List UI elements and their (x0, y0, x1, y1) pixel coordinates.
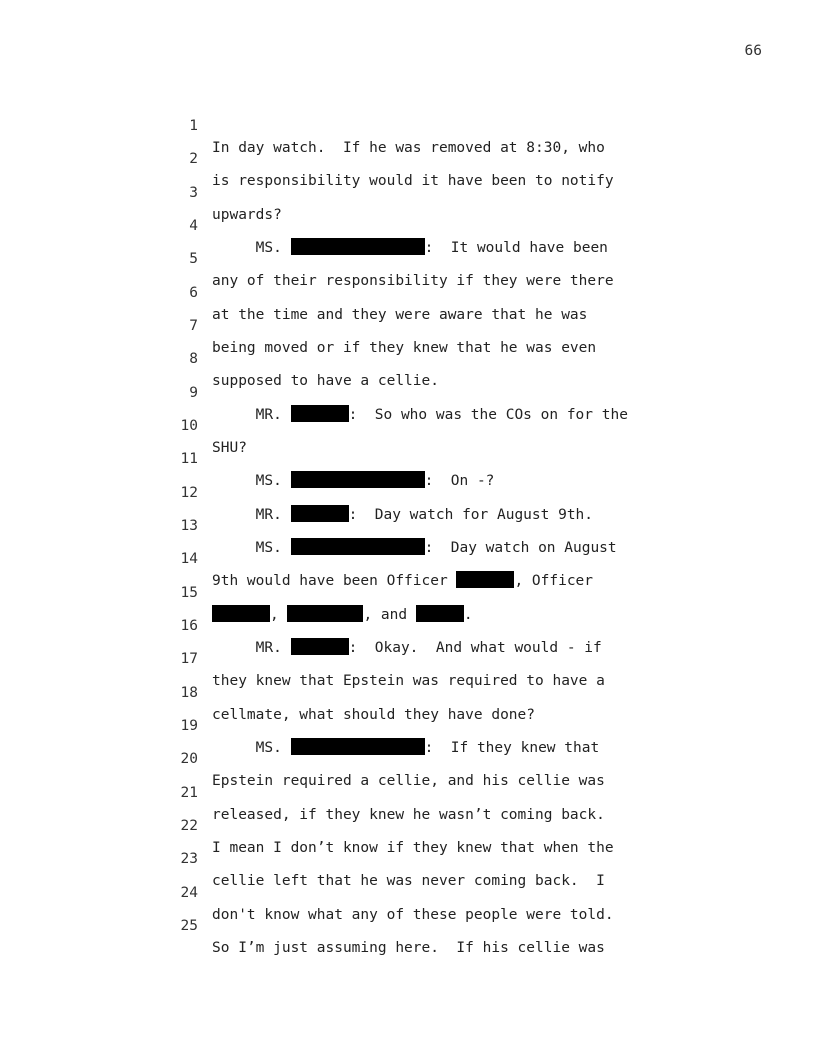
transcript-line (0, 426, 816, 489)
page-number: 66 (744, 43, 762, 59)
transcript-line (0, 593, 816, 656)
line-text: I mean I don’t know if they knew that when the (212, 840, 614, 856)
line-text-after: : On -? (424, 473, 495, 489)
line-number: 25 (180, 918, 198, 934)
line-number: 15 (180, 585, 198, 601)
line-number: 22 (180, 818, 198, 834)
transcript-line (0, 460, 816, 523)
line-number: 19 (180, 718, 198, 734)
transcript-line (0, 893, 816, 956)
line-number: 9 (189, 385, 198, 401)
line-number: 10 (180, 418, 198, 434)
transcript-line (0, 693, 816, 756)
transcript-line (0, 393, 816, 456)
line-number: 2 (189, 151, 198, 167)
transcript-line (0, 493, 816, 556)
separator-text: . (463, 607, 473, 623)
transcript-line (0, 326, 816, 389)
speaker-label: MS. (212, 740, 291, 756)
line-text: they knew that Epstein was required to have a (212, 673, 605, 689)
speaker-label: MS. (212, 473, 291, 489)
line-text-after: : If they knew that (424, 740, 600, 756)
line-number: 20 (180, 751, 198, 767)
speaker-label: MS. (212, 540, 291, 556)
line-number: 7 (189, 318, 198, 334)
transcript-line (0, 93, 816, 156)
line-number: 18 (180, 685, 198, 701)
line-number: 5 (189, 251, 198, 267)
transcript-line (0, 526, 816, 589)
line-number: 4 (189, 218, 198, 234)
line-text: cellie left that he was never coming back. I (212, 873, 605, 889)
line-text: is responsibility would it have been to notify (212, 173, 614, 189)
line-number: 12 (180, 485, 198, 501)
line-number: 21 (180, 785, 198, 801)
speaker-label: MS. (212, 240, 291, 256)
line-text: upwards? (212, 207, 282, 223)
line-text: don't know what any of these people were told. (212, 907, 614, 923)
line-number: 17 (180, 651, 198, 667)
line-text: at the time and they were aware that he was (212, 307, 588, 323)
transcript-line (0, 260, 816, 323)
transcript-line (0, 360, 816, 423)
line-number: 13 (180, 518, 198, 534)
speaker-label: MR. (212, 407, 291, 423)
transcript-line (0, 793, 816, 856)
line-text: cellmate, what should they have done? (212, 707, 536, 723)
line-number: 8 (189, 351, 198, 367)
line-text: supposed to have a cellie. (212, 373, 439, 389)
line-number: 1 (189, 118, 198, 134)
line-number: 16 (180, 618, 198, 634)
speaker-label: MR. (212, 640, 291, 656)
line-text-after: : So who was the COs on for the (348, 407, 628, 423)
line-number: 24 (180, 885, 198, 901)
transcript-line (0, 193, 816, 256)
line-text: In day watch. If he was removed at 8:30, who (212, 140, 605, 156)
line-text-after: : Day watch on August (424, 540, 617, 556)
transcript-line (0, 226, 816, 289)
transcript-line (0, 626, 816, 689)
speaker-label: MR. (212, 507, 291, 523)
line-text-after: : Day watch for August 9th. (348, 507, 594, 523)
transcript-line (0, 660, 816, 723)
transcript-line (0, 160, 816, 223)
line-text: SHU? (212, 440, 247, 456)
transcript-line (0, 860, 816, 923)
separator-text: , and (363, 607, 416, 623)
line-text: So I’m just assuming here. If his cellie was (212, 940, 605, 956)
line-number: 11 (180, 451, 198, 467)
line-number: 3 (189, 185, 198, 201)
line-text: any of their responsibility if they were there (212, 273, 614, 289)
line-number: 23 (180, 851, 198, 867)
line-number: 14 (180, 551, 198, 567)
transcript-line (0, 726, 816, 789)
separator-text: , (270, 607, 288, 623)
transcript-line (0, 126, 816, 189)
line-number: 6 (189, 285, 198, 301)
line-text-after: , Officer (514, 573, 594, 589)
line-text: released, if they knew he wasn’t coming back. (212, 807, 605, 823)
line-text-before: 9th would have been Officer (212, 573, 457, 589)
line-text: being moved or if they knew that he was even (212, 340, 597, 356)
transcript-line (0, 760, 816, 823)
line-text: Epstein required a cellie, and his cellie was (212, 773, 605, 789)
transcript-line (0, 826, 816, 889)
line-text-after: : It would have been (424, 240, 608, 256)
line-text-after: : Okay. And what would - if (348, 640, 602, 656)
transcript-line (0, 293, 816, 356)
transcript-line (0, 560, 816, 623)
